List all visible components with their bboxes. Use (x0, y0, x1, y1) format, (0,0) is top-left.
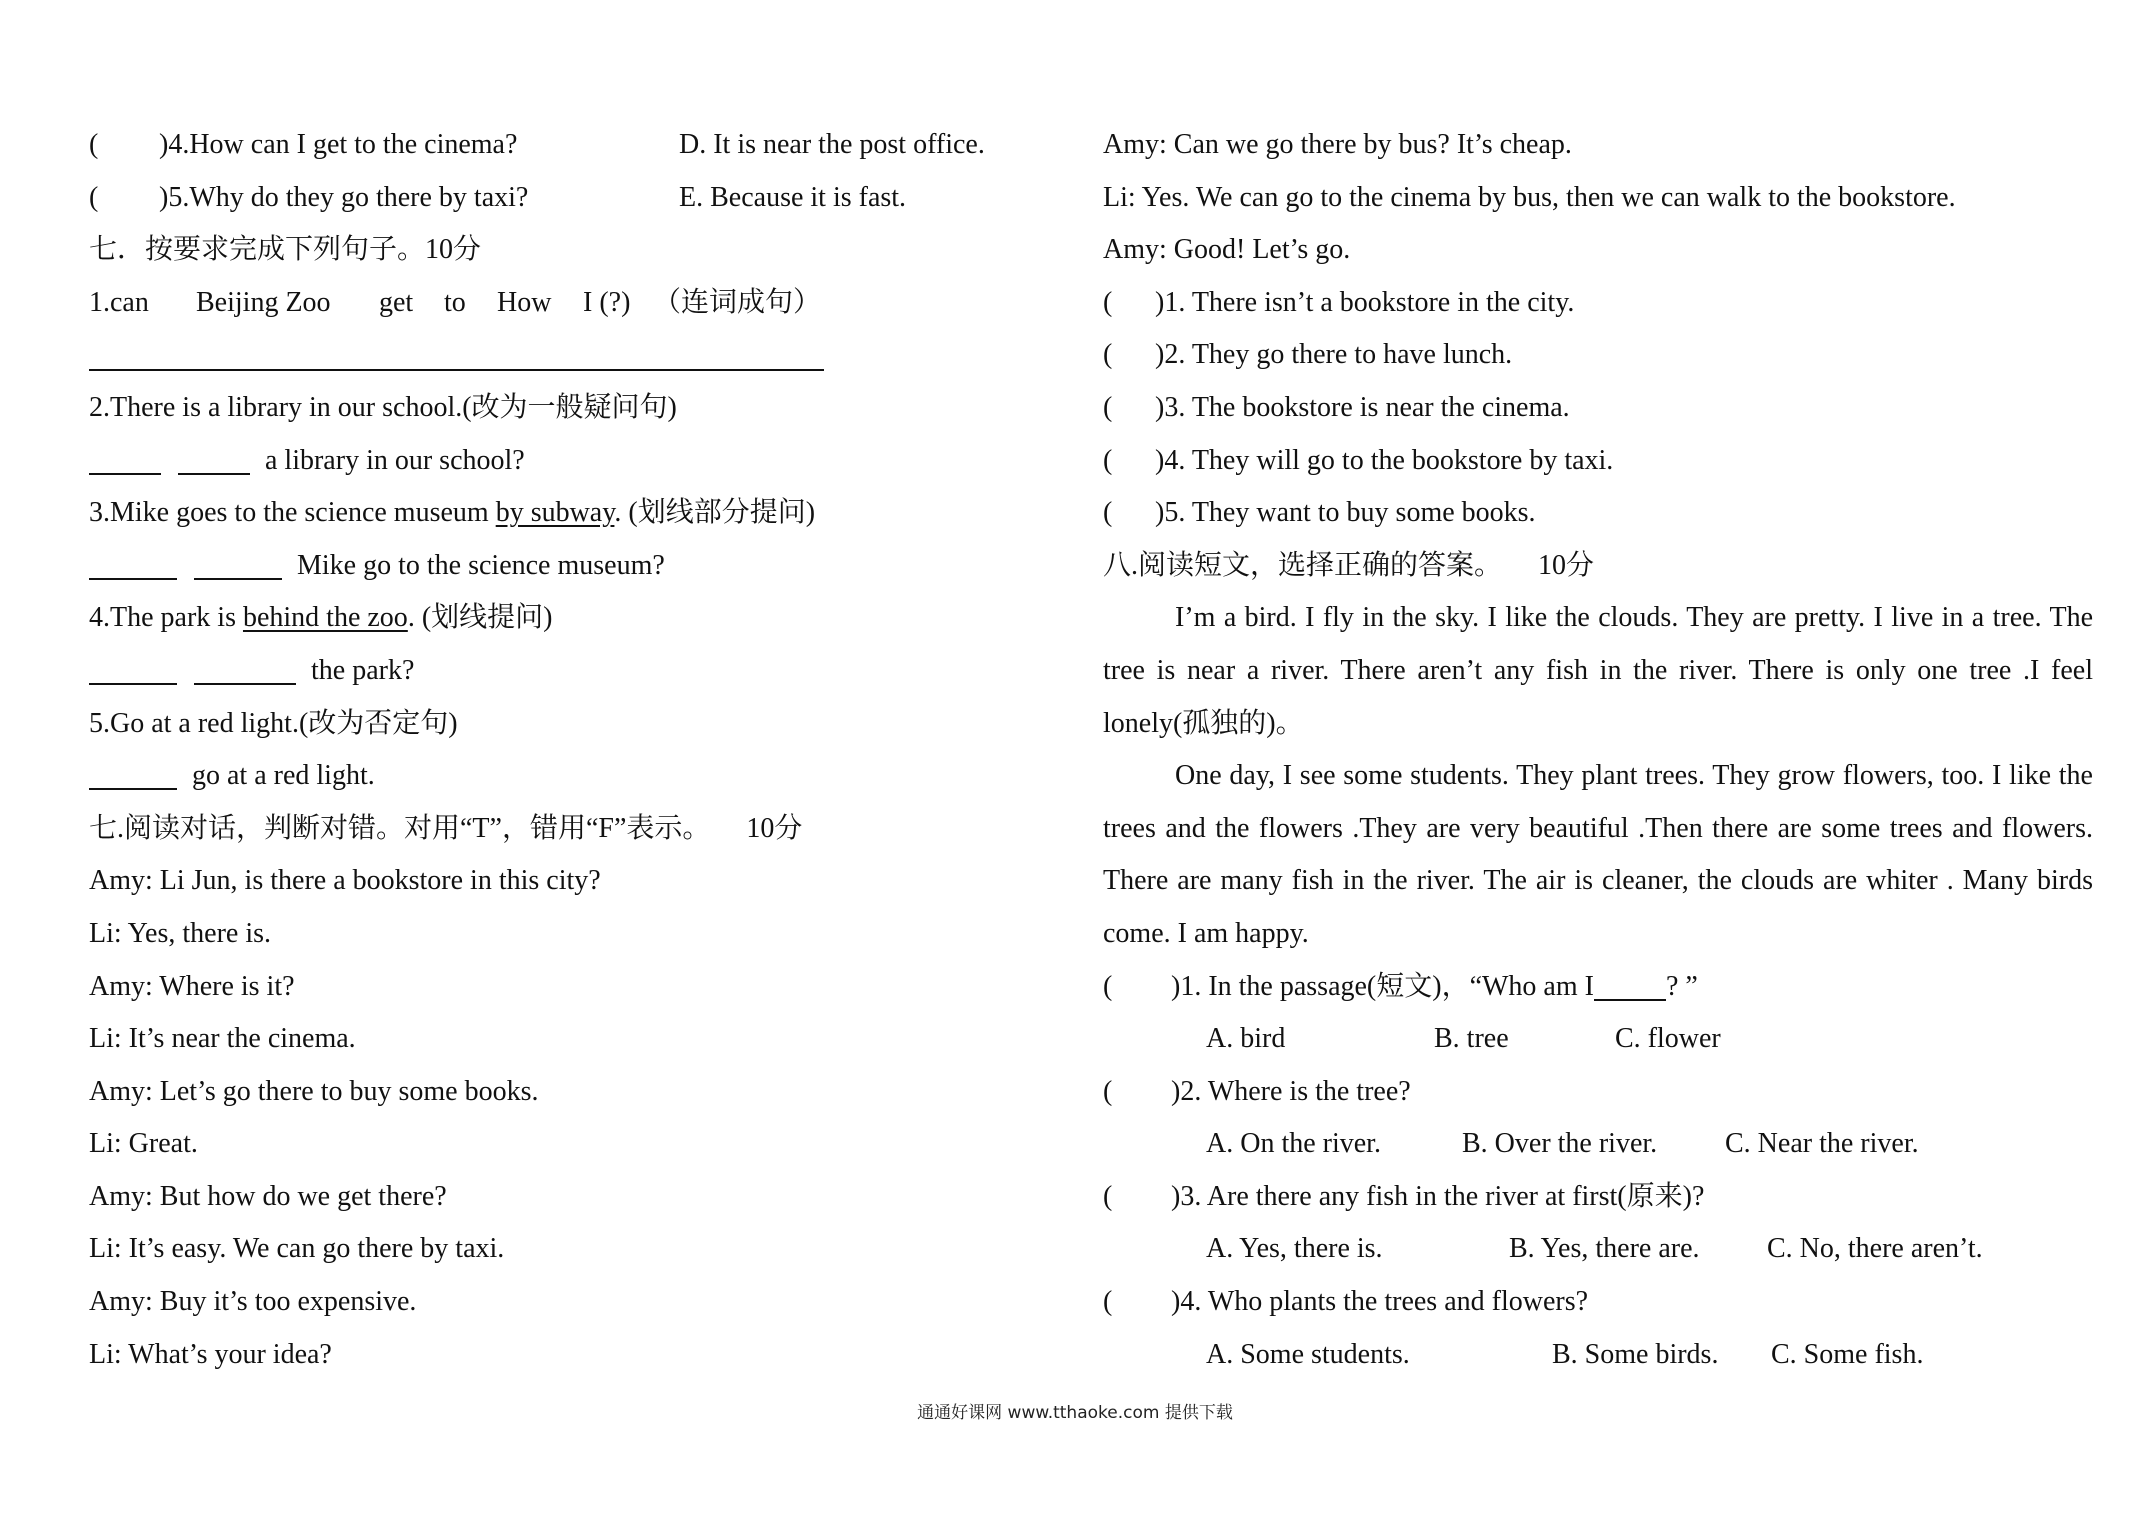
word: to (444, 286, 466, 318)
word: Beijing Zoo (196, 286, 331, 318)
section-7-title: 七．按要求完成下列句子。10分 (89, 234, 482, 266)
question-3 (1103, 1171, 2093, 1224)
dialog-section-title (89, 803, 1049, 856)
word: （连词成句） (653, 286, 822, 318)
answer-paren[interactable]: ( (1103, 970, 1113, 1002)
tf-statement: )3. The bookstore is near the cinema. (1155, 391, 1570, 423)
word: get (379, 286, 414, 318)
dialog-line: Amy: Can we go there by bus? It’s cheap. (1103, 129, 1572, 160)
section-score: 10分 (746, 812, 803, 844)
tf-statement: )4. They will go to the bookstore by taxi. (1155, 444, 1614, 476)
sentence-4-prompt (89, 592, 1049, 645)
section-title: 七.阅读对话，判断对错。对用“T”，错用“F”表示。 (89, 812, 711, 844)
sentence-2-answer (89, 435, 1049, 488)
option[interactable]: C. No, there aren’t. (1767, 1233, 1983, 1265)
dialog-line: Li: Yes, there is. (89, 917, 271, 949)
blank[interactable] (89, 550, 177, 580)
question-4 (1103, 1276, 2093, 1329)
blank[interactable] (194, 550, 282, 580)
tf-item (1103, 329, 2093, 382)
blank[interactable] (89, 445, 161, 475)
question-2 (1103, 1066, 2093, 1119)
answer-tail: go at a red light. (192, 760, 375, 792)
option[interactable]: C. flower (1615, 1023, 1721, 1055)
question-stem: )2. Where is the tree? (1171, 1075, 1411, 1107)
prompt-text: 3.Mike goes to the science museum (89, 497, 496, 529)
right-column (1103, 119, 2093, 1381)
option[interactable]: A. Some students. (1206, 1338, 1410, 1370)
dialog-line: Li: It’s near the cinema. (89, 1023, 356, 1055)
option[interactable]: A. Yes, there is. (1206, 1233, 1383, 1265)
tf-statement: )5. They want to buy some books. (1155, 497, 1536, 529)
answer-paren[interactable]: ( (1103, 497, 1113, 529)
option[interactable]: C. Some fish. (1771, 1338, 1924, 1370)
dialog-line: Amy: Buy it’s too expensive. (89, 1286, 417, 1318)
answer-tail: a library in our school? (265, 444, 525, 476)
option[interactable]: B. tree (1434, 1023, 1509, 1055)
blank[interactable] (194, 655, 296, 685)
tf-item (1103, 382, 2093, 435)
blank[interactable] (178, 445, 250, 475)
tf-item (1103, 435, 2093, 488)
tf-statement: )2. They go there to have lunch. (1155, 339, 1513, 371)
dialog-line: Li: Yes. We can go to the cinema by bus, then we can walk to the bookstore. (1103, 181, 1956, 213)
paren: ( (89, 129, 99, 160)
sentence-3-prompt (89, 487, 1049, 540)
dialog-line: Amy: Good! Let’s go. (1103, 234, 1351, 266)
option[interactable]: A. bird (1206, 1023, 1286, 1055)
question-1 (1103, 961, 2093, 1014)
match-question: )5.Why do they go there by taxi? (159, 181, 529, 213)
sentence-5-answer (89, 750, 1049, 803)
dialog-line: Amy: Where is it? (89, 970, 295, 1002)
match-item-4 (89, 119, 1049, 172)
blank[interactable] (89, 655, 177, 685)
dialog-line: Amy: But how do we get there? (89, 1180, 447, 1212)
question-stem: )1. In the passage(短文)，“Who am I (1171, 970, 1594, 1002)
word: 1.can (89, 286, 149, 318)
answer-paren[interactable]: ( (1103, 339, 1113, 371)
option[interactable]: B. Over the river. (1462, 1128, 1658, 1160)
question-4-options (1103, 1329, 2093, 1382)
passage-paragraph-1 (1103, 592, 2093, 750)
prompt-text: 4.The park is (89, 602, 243, 634)
answer-paren[interactable]: ( (1103, 286, 1113, 318)
answer-paren[interactable]: ( (1103, 1180, 1113, 1212)
answer-tail: the park? (311, 654, 415, 686)
paragraph-text: One day, I see some students. They plant trees. They grow flowers, too. I like the trees and the flowers .They are very beautiful .Then there are some trees and flowers. There are many fish in the river. The air is cleaner, the clouds are whiter . Many birds come. I am happy. (1103, 760, 2093, 949)
sentence-4-answer (89, 645, 1049, 698)
tf-item (1103, 487, 2093, 540)
dialog-line: Amy: Let’s go there to buy some books. (89, 1075, 539, 1107)
answer-paren[interactable]: ( (1103, 391, 1113, 423)
dialog-line: Li: What’s your idea? (89, 1338, 332, 1370)
section-8-title (1103, 540, 2093, 593)
sentence-1-words (89, 277, 1049, 330)
sentence-3-answer (89, 540, 1049, 593)
dialog-line: Li: It’s easy. We can go there by taxi. (89, 1233, 505, 1265)
word: How (497, 286, 552, 318)
footer-credit: 通通好课网 www.tthaoke.com 提供下载 (917, 1403, 1233, 1423)
paren: ( (89, 181, 99, 213)
answer-tail: Mike go to the science museum? (297, 549, 665, 581)
tf-statement: )1. There isn’t a bookstore in the city. (1155, 286, 1575, 318)
paragraph-text: I’m a bird. I fly in the sky. I like the clouds. They are pretty. I live in a tree. The tree is near a river. There aren’t any fish in the river. There is only one tree .I feel lonely(孤独的)。 (1103, 602, 2093, 739)
underlined-phrase: behind the zoo (242, 602, 408, 634)
match-item-5 (89, 172, 1049, 225)
blank[interactable] (1594, 971, 1666, 1001)
dialog-line: Li: Great. (89, 1128, 198, 1160)
match-question: )4.How can I get to the cinema? (159, 129, 518, 160)
prompt-text: . (划线部分提问) (614, 497, 816, 529)
option[interactable]: C. Near the river. (1725, 1128, 1919, 1160)
section-score: 10分 (1538, 549, 1595, 581)
question-stem: )3. Are there any fish in the river at first(原来)? (1171, 1180, 1705, 1212)
option[interactable]: B. Yes, there are. (1509, 1233, 1700, 1265)
answer-paren[interactable]: ( (1103, 1286, 1113, 1318)
section-title: 八.阅读短文，选择正确的答案。 (1103, 549, 1503, 581)
answer-paren[interactable]: ( (1103, 444, 1113, 476)
question-1-options (1103, 1013, 2093, 1066)
prompt-text: . (划线提问) (407, 602, 553, 634)
passage-paragraph-2 (1103, 750, 2093, 960)
underlined-phrase: by subway (495, 497, 615, 529)
sentence-5-prompt: 5.Go at a red light.(改为否定句) (89, 707, 458, 739)
sentence-2-prompt: 2.There is a library in our school.(改为一般疑问句) (89, 391, 677, 423)
question-stem: )4. Who plants the trees and flowers? (1171, 1286, 1589, 1318)
dialog-line: Amy: Li Jun, is there a bookstore in this city? (89, 865, 601, 897)
tf-item (1103, 277, 2093, 330)
question-stem: ? ” (1665, 970, 1698, 1002)
word: I (?) (583, 286, 631, 318)
match-answer: E. Because it is fast. (679, 181, 907, 213)
answer-line[interactable] (89, 329, 1049, 382)
blank[interactable] (89, 760, 177, 790)
option[interactable]: A. On the river. (1206, 1128, 1381, 1160)
answer-paren[interactable]: ( (1103, 1075, 1113, 1107)
left-column (89, 119, 1049, 1381)
question-2-options (1103, 1118, 2093, 1171)
match-answer: D. It is near the post office. (679, 129, 985, 160)
question-3-options (1103, 1223, 2093, 1276)
option[interactable]: B. Some birds. (1552, 1338, 1719, 1370)
